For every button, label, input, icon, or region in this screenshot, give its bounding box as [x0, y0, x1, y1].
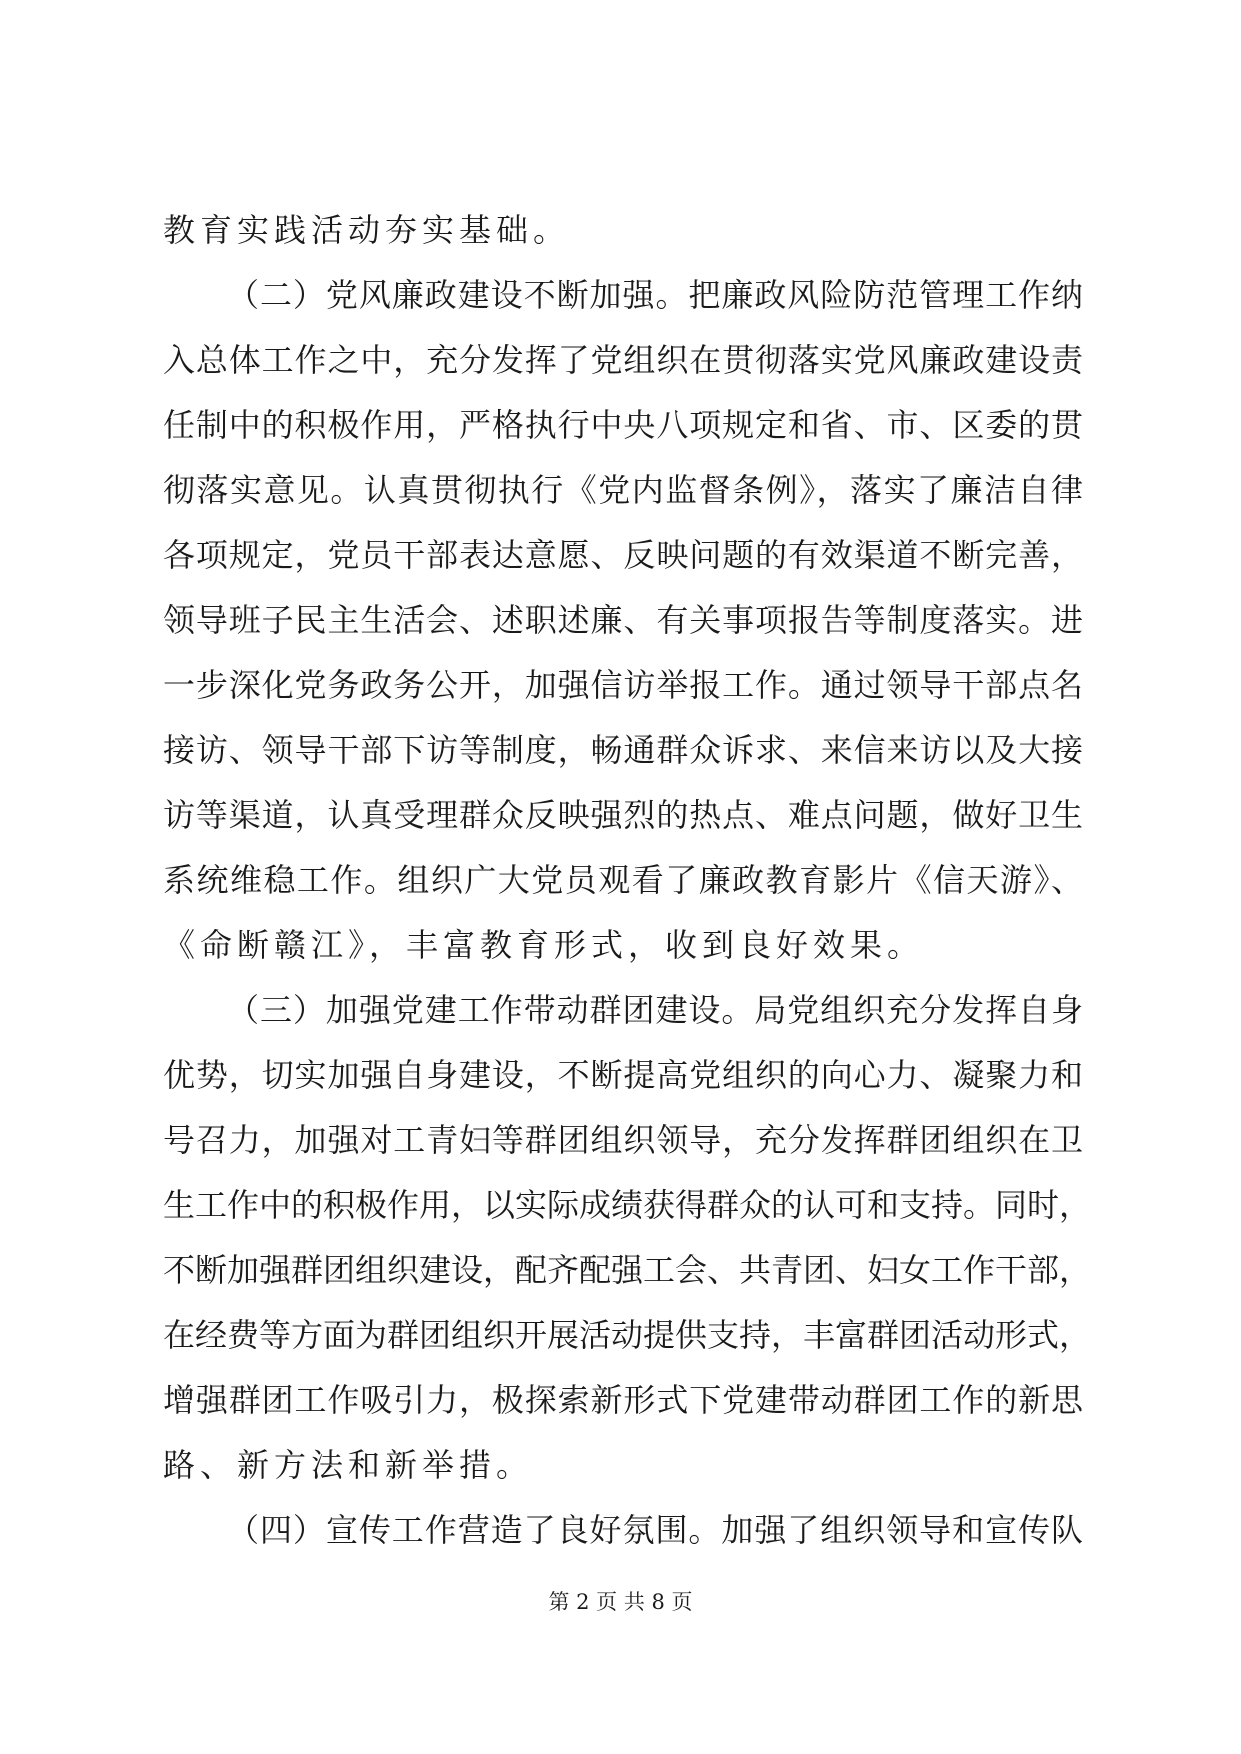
text-line: 生工作中的积极作用，以实际成绩获得群众的认可和支持。同时， — [163, 1186, 1092, 1224]
text-line: 增强群团工作吸引力，极探索新形式下党建带动群团工作的新思 — [163, 1381, 1083, 1419]
text-line: （二）党风廉政建设不断加强。把廉政风险防范管理工作纳 — [227, 276, 1083, 314]
text-line: 入总体工作之中，充分发挥了党组织在贯彻落实党风廉政建设责 — [163, 341, 1083, 379]
text-line: 任制中的积极作用，严格执行中央八项规定和省、市、区委的贯 — [163, 406, 1083, 444]
text-line: 访等渠道，认真受理群众反映强烈的热点、难点问题，做好卫生 — [163, 796, 1083, 834]
text-line: 不断加强群团组织建设，配齐配强工会、共青团、妇女工作干部， — [163, 1251, 1092, 1289]
document-body — [163, 198, 1092, 1563]
page-footer: 第 2 页 共 8 页 — [548, 1590, 693, 1614]
text-line: 彻落实意见。认真贯彻执行《党内监督条例》，落实了廉洁自律 — [163, 471, 1083, 509]
text-line: （四）宣传工作营造了良好氛围。加强了组织领导和宣传队 — [227, 1511, 1083, 1549]
text-line: 一步深化党务政务公开，加强信访举报工作。通过领导干部点名 — [163, 666, 1083, 704]
text-line: 系统维稳工作。组织广大党员观看了廉政教育影片《信天游》、 — [163, 861, 1083, 899]
text-line: 各项规定，党员干部表达意愿、反映问题的有效渠道不断完善， — [163, 536, 1083, 574]
text-line: 号召力，加强对工青妇等群团组织领导，充分发挥群团组织在卫 — [163, 1121, 1083, 1159]
text-line: 接访、领导干部下访等制度，畅通群众诉求、来信来访以及大接 — [163, 731, 1083, 769]
text-line: 在经费等方面为群团组织开展活动提供支持，丰富群团活动形式， — [163, 1316, 1092, 1354]
text-line: （三）加强党建工作带动群团建设。局党组织充分发挥自身 — [227, 991, 1083, 1029]
text-line: 《命断赣江》，丰富教育形式，收到良好效果。 — [163, 926, 925, 964]
text-line: 教育实践活动夯实基础。 — [163, 211, 571, 249]
text-line: 领导班子民主生活会、述职述廉、有关事项报告等制度落实。进 — [163, 601, 1083, 639]
text-line: 优势，切实加强自身建设，不断提高党组织的向心力、凝聚力和 — [163, 1056, 1083, 1094]
text-line: 路、新方法和新举措。 — [163, 1446, 534, 1484]
